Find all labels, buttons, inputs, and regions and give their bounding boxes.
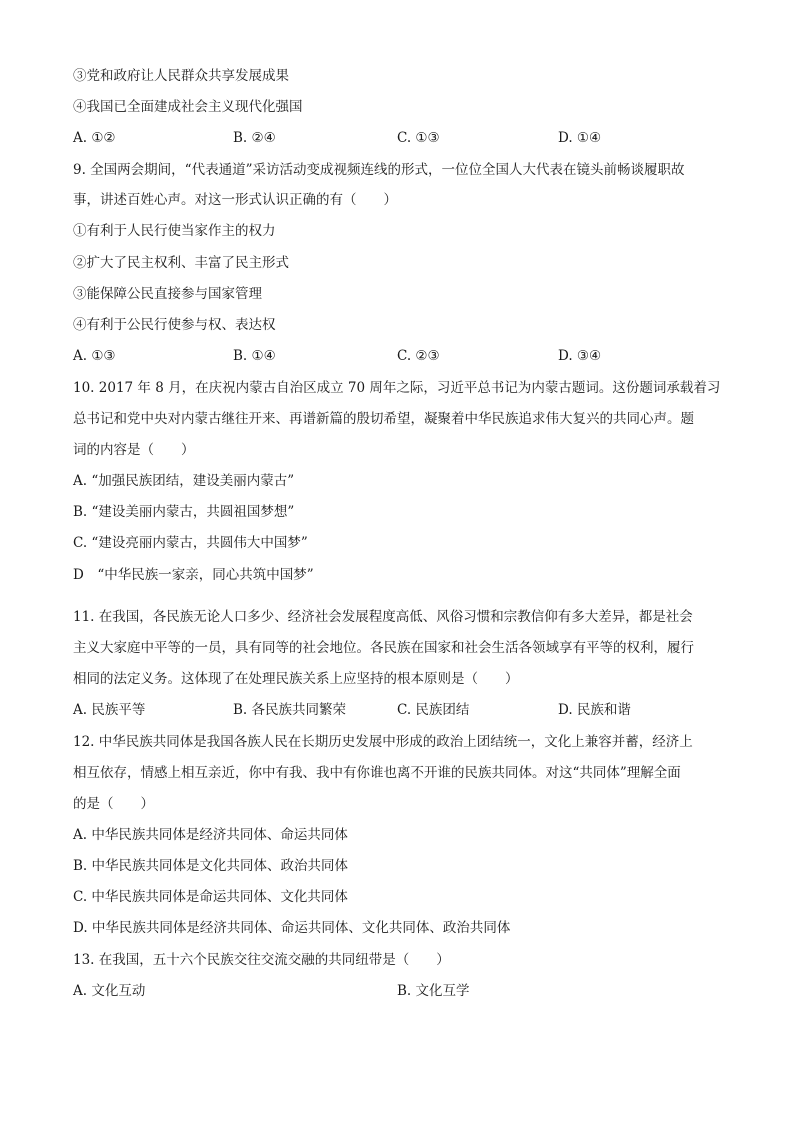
q8-option-a: A. ①② xyxy=(73,130,116,146)
q11-option-d: D. 民族和谐 xyxy=(558,702,631,718)
q12-stem-line-2: 相互依存，情感上相互亲近，你中有我、我中有你谁也离不开谁的民族共同体。对这“共同体”理解全面 xyxy=(73,765,681,781)
q9-statement-3: ③能保障公民直接参与国家管理 xyxy=(73,286,262,302)
q9-stem-line-1: 9. 全国两会期间，“代表通道”采访活动变成视频连线的形式，一位位全国人大代表在镜头前畅谈履职故 xyxy=(73,162,685,178)
q9-stem-line-2: 事，讲述百姓心声。对这一形式认识正确的有（ ） xyxy=(73,192,397,208)
q12-option-c: C. 中华民族共同体是命运共同体、文化共同体 xyxy=(73,889,348,905)
q9-statement-1: ①有利于人民行使当家作主的权力 xyxy=(73,223,276,239)
q9-option-a: A. ①③ xyxy=(73,348,116,364)
q8-option-b: B. ②④ xyxy=(233,130,276,146)
q12-stem-line-1: 12. 中华民族共同体是我国各族人民在长期历史发展中形成的政治上团结统一，文化上兼容并蓄，经济上 xyxy=(73,734,693,750)
q9-option-b: B. ①④ xyxy=(233,348,276,364)
q9-statement-4: ④有利于公民行使参与权、表达权 xyxy=(73,317,276,333)
q9-option-c: C. ②③ xyxy=(397,348,440,364)
q10-option-c: C. “建设亮丽内蒙古，共圆伟大中国梦” xyxy=(73,535,308,551)
q13-option-a: A. 文化互动 xyxy=(73,983,146,999)
q8-option-d: D. ①④ xyxy=(558,130,602,146)
q10-option-d: D “中华民族一家亲，同心共筑中国梦” xyxy=(73,567,314,583)
q13-stem-line-1: 13. 在我国，五十六个民族交往交流交融的共同纽带是（ ） xyxy=(73,952,450,968)
q13-option-b: B. 文化互学 xyxy=(397,983,470,999)
q8-statement-3: ③党和政府让人民群众共享发展成果 xyxy=(73,68,289,84)
q11-option-b: B. 各民族共同繁荣 xyxy=(233,702,347,718)
q10-stem-line-2: 总书记和党中央对内蒙古继往开来、再谱新篇的殷切希望，凝聚着中华民族追求伟大复兴的共同心声。题 xyxy=(73,411,694,427)
q11-stem-line-2: 主义大家庭中平等的一员，具有同等的社会地位。各民族在国家和社会生活各领域享有平等的权利，履行 xyxy=(73,640,694,656)
q12-option-b: B. 中华民族共同体是文化共同体、政治共同体 xyxy=(73,858,349,874)
q11-stem-line-3: 相同的法定义务。这体现了在处理民族关系上应坚持的根本原则是（ ） xyxy=(73,671,519,687)
q11-option-a: A. 民族平等 xyxy=(73,702,146,718)
q11-stem-line-1: 11. 在我国，各民族无论人口多少、经济社会发展程度高低、风俗习惯和宗教信仰有多大差异，都是社会 xyxy=(73,609,693,625)
q8-statement-4: ④我国已全面建成社会主义现代化强国 xyxy=(73,99,303,115)
q9-option-d: D. ③④ xyxy=(558,348,602,364)
q12-stem-line-3: 的是（ ） xyxy=(73,796,154,812)
q10-stem-line-3: 词的内容是（ ） xyxy=(73,442,195,458)
q8-option-c: C. ①③ xyxy=(397,130,440,146)
q11-option-c: C. 民族团结 xyxy=(397,702,470,718)
q10-option-a: A. “加强民族团结，建设美丽内蒙古” xyxy=(73,473,295,489)
q9-statement-2: ②扩大了民主权利、丰富了民主形式 xyxy=(73,255,289,271)
q10-stem-line-1: 10. 2017 年 8 月，在庆祝内蒙古自治区成立 70 周年之际，习近平总书记为内蒙古题词。这份题词承载着习 xyxy=(73,380,721,396)
q12-option-d: D. 中华民族共同体是经济共同体、命运共同体、文化共同体、政治共同体 xyxy=(73,920,511,936)
q12-option-a: A. 中华民族共同体是经济共同体、命运共同体 xyxy=(73,827,348,843)
q10-option-b: B. “建设美丽内蒙古，共圆祖国梦想” xyxy=(73,504,295,520)
